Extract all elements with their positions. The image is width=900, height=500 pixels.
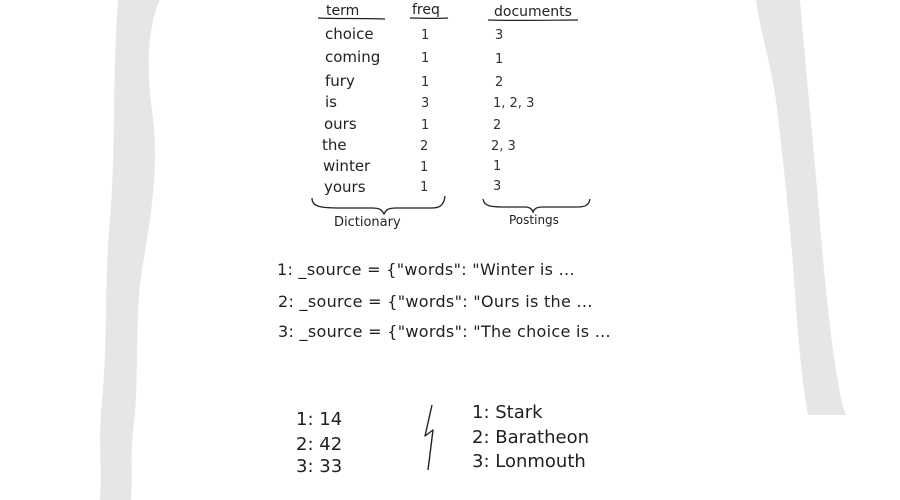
term-cell: is (325, 93, 337, 111)
freq-cell: 1 (421, 51, 430, 66)
numeric-field-value: 1: 14 (296, 409, 343, 430)
dictionary-label: Dictionary (334, 215, 401, 230)
freq-cell: 2 (420, 139, 429, 154)
freq-cell: 1 (421, 118, 430, 133)
source-doc-line: 1: _source = {"words": "Winter is ... (277, 260, 575, 279)
term-cell: fury (325, 72, 355, 90)
right-grey-band (756, 0, 846, 415)
source-doc-line: 3: _source = {"words": "The choice is ... (278, 322, 611, 341)
term-cell: ours (324, 115, 357, 133)
freq-cell: 3 (421, 96, 430, 111)
documents-header: documents (494, 4, 572, 20)
text-field-value: 3: Lonmouth (472, 451, 586, 472)
documents-cell: 2, 3 (491, 139, 516, 154)
numeric-field-value: 2: 42 (296, 434, 343, 455)
documents-cell: 1 (493, 159, 502, 174)
term-cell: coming (325, 48, 381, 66)
term-cell: the (322, 136, 347, 154)
documents-cell: 2 (495, 75, 504, 90)
postings-brace (483, 199, 590, 212)
numeric-field-value: 3: 33 (296, 456, 343, 477)
freq-cell: 1 (420, 180, 429, 195)
freq-cell: 1 (420, 160, 429, 175)
documents-cell: 2 (493, 118, 502, 133)
text-field-value: 1: Stark (472, 402, 543, 423)
documents-cell: 3 (493, 179, 502, 194)
lightning-separator (425, 405, 433, 470)
freq-header: freq (412, 2, 440, 18)
freq-cell: 1 (421, 75, 430, 90)
freq-cell: 1 (421, 28, 430, 43)
term-header: term (326, 3, 360, 19)
documents-cell: 1 (495, 52, 504, 67)
documents-cell: 1, 2, 3 (493, 96, 535, 111)
term-cell: choice (325, 25, 374, 43)
postings-label: Postings (509, 213, 559, 227)
term-cell: winter (323, 157, 371, 175)
source-doc-line: 2: _source = {"words": "Ours is the ... (278, 292, 593, 311)
documents-cell: 3 (495, 28, 504, 43)
term-cell: yours (324, 178, 366, 196)
left-grey-band (100, 0, 160, 500)
text-field-value: 2: Baratheon (472, 427, 590, 448)
dictionary-brace (312, 196, 445, 214)
